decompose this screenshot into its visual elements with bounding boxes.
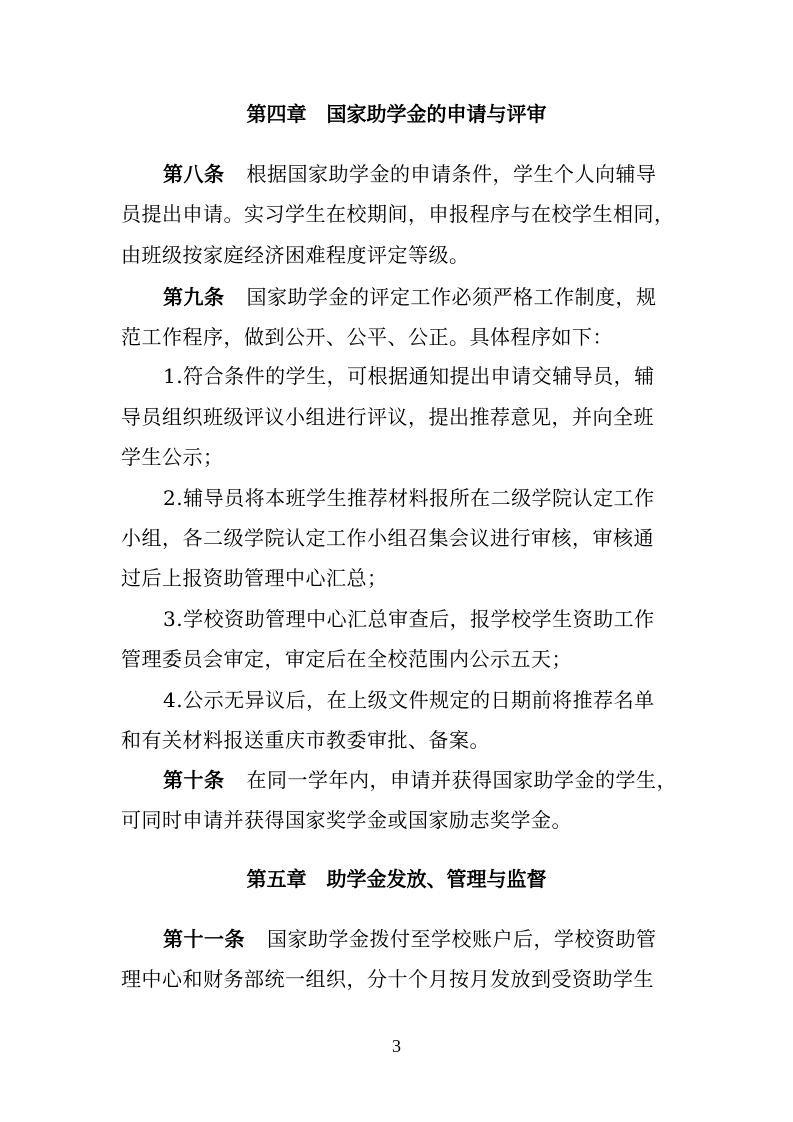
article-9-line-2: 范工作程序，做到公开、公平、公正。具体程序如下： (121, 325, 613, 349)
procedure-3-line-1: 3.学校资助管理中心汇总审查后，报学校学生资助工作 (163, 607, 655, 631)
procedure-4-line-1: 4.公示无异议后，在上级文件规定的日期前将推荐名单 (163, 688, 655, 712)
procedure-2-line-2: 小组，各二级学院认定工作小组召集会议进行审核，审核通 (121, 526, 654, 550)
procedure-4-line-2: 和有关材料报送重庆市教委审批、备案。 (121, 728, 490, 752)
article-10-line-1 (163, 765, 677, 795)
procedure-1-line-2: 导员组织班级评议小组进行评议，提出推荐意见，并向全班 (121, 405, 654, 429)
article-11-line-2: 理中心和财务部统一组织，分十个月按月发放到受资助学生 (121, 967, 654, 991)
article-8-label: 第八条 (163, 162, 225, 186)
article-8-line-1 (163, 159, 657, 189)
article-11-text-1: 国家助学金拨付至学校账户后，学校资助管 (267, 927, 657, 951)
article-8-line-2: 员提出申请。实习学生在校期间，申报程序与在校学生相同， (121, 202, 675, 226)
article-8-line-3: 由班级按家庭经济困难程度评定等级。 (121, 243, 470, 267)
article-8-text-1: 根据国家助学金的申请条件，学生个人向辅导 (246, 162, 657, 186)
article-9-text-1: 国家助学金的评定工作必须严格工作制度，规 (246, 285, 657, 309)
article-9-line-1 (163, 282, 657, 312)
article-10-label: 第十条 (163, 768, 225, 792)
article-10-line-2: 可同时申请并获得国家奖学金或国家励志奖学金。 (121, 808, 572, 832)
article-11-label: 第十一条 (163, 927, 245, 951)
article-9-label: 第九条 (163, 285, 225, 309)
chapter-4-heading: 第四章 国家助学金的申请与评审 (246, 102, 547, 126)
article-10-text-1: 在同一学年内，申请并获得国家助学金的学生， (246, 768, 677, 792)
article-11-line-1 (163, 924, 657, 954)
procedure-3-line-2: 管理委员会审定，审定后在全校范围内公示五天； (121, 647, 572, 671)
procedure-1-line-1: 1.符合条件的学生，可根据通知提出申请交辅导员，辅 (163, 364, 655, 388)
procedure-2-line-3: 过后上报资助管理中心汇总； (121, 566, 388, 590)
procedure-2-line-1: 2.辅导员将本班学生推荐材料报所在二级学院认定工作 (163, 486, 655, 510)
page-number: 3 (392, 1036, 401, 1056)
procedure-1-line-3: 学生公示； (121, 445, 224, 469)
chapter-5-heading: 第五章 助学金发放、管理与监督 (246, 867, 547, 891)
